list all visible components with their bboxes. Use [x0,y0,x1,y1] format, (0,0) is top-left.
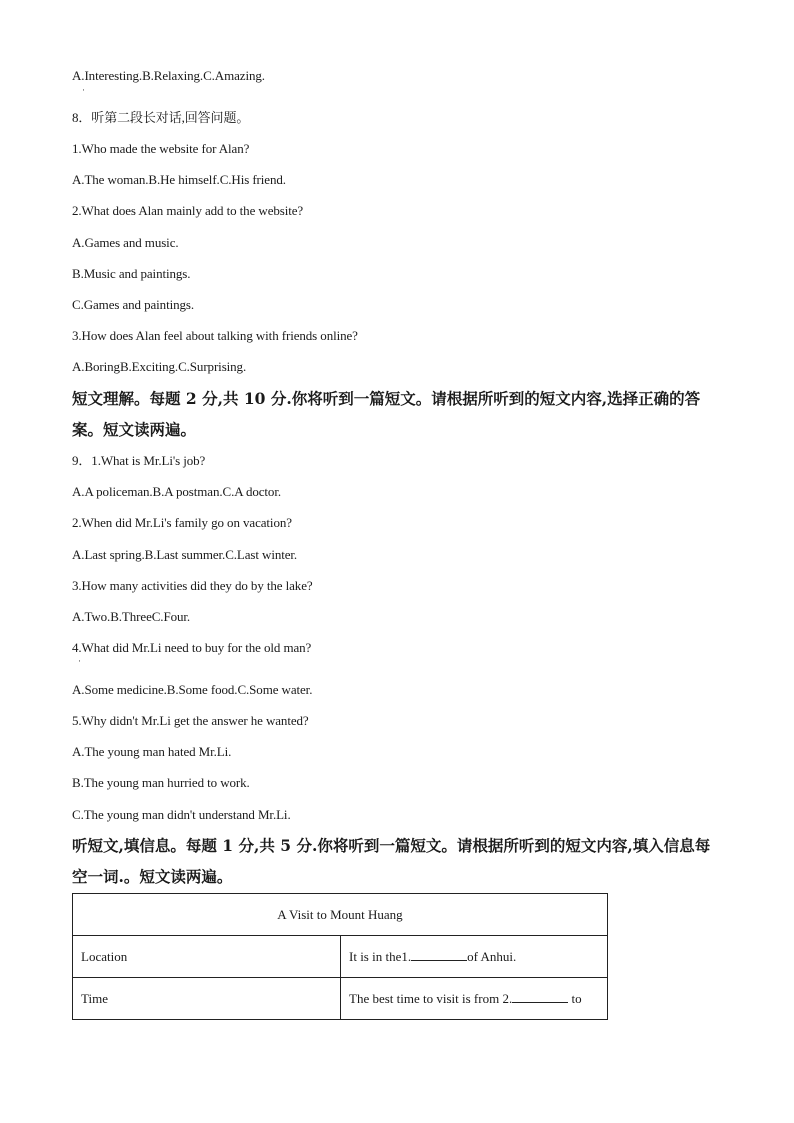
answer-option: A.The young man hated Mr.Li. [72,744,232,759]
row-value-text: of Anhui. [467,948,517,964]
row-label: Time [73,978,341,1020]
answer-options-line: A.Last spring.B.Last summer.C.Last winter. [72,547,298,562]
decorative-dot: · [82,85,85,95]
answer-options-line: A.A policeman.B.A postman.C.A doctor. [72,484,281,499]
question-text: 2.When did Mr.Li's family go on vacation? [72,515,292,530]
row-value [341,936,608,978]
question-text: 3.How many activities did they do by the lake? [72,578,313,593]
decorative-dot: · [78,656,81,666]
section-heading-short-passage: 短文理解。每题 2 分,共 10 分.你将听到一篇短文。请根据所听到的短文内容,选择正确的答案。短文读两遍。 [72,389,701,439]
section-8-title: 8．听第二段长对话,回答问题。 [72,110,250,125]
answer-options-line: A.Two.B.ThreeC.Four. [72,609,191,624]
table-title: A Visit to Mount Huang [73,894,608,936]
table-row [73,978,608,1020]
answer-option: C.The young man didn't understand Mr.Li. [72,807,291,822]
row-value [341,978,608,1020]
question-text: 1.Who made the website for Alan? [72,141,250,156]
answer-options-line: A.BoringB.Exciting.C.Surprising. [72,359,247,374]
answer-options-line: A.The woman.B.He himself.C.His friend. [72,172,286,187]
row-value-text: The best time to visit is from 2. [349,990,513,1006]
info-table [72,893,608,1020]
answer-options-line: A.Some medicine.B.Some food.C.Some water. [72,682,313,697]
question-text: 5.Why didn't Mr.Li get the answer he wanted? [72,713,309,728]
question-text: 4.What did Mr.Li need to buy for the old man? [72,640,312,655]
answer-option: B.The young man hurried to work. [72,775,250,790]
answer-option: B.Music and paintings. [72,266,191,281]
section-9-question: 9．1.What is Mr.Li's job? [72,453,206,468]
question-text: 2.What does Alan mainly add to the website? [72,203,304,218]
row-label: Location [73,936,341,978]
table-row [73,936,608,978]
answer-option: A.Games and music. [72,235,179,250]
row-value-text: to [568,990,582,1006]
row-value-text: It is in the1. [349,948,412,964]
question-text: 3.How does Alan feel about talking with friends online? [72,328,358,343]
answer-blank-1[interactable] [411,949,467,961]
answer-blank-2[interactable] [512,991,568,1003]
table-title-row [73,894,608,936]
answer-options-line: A.Interesting.B.Relaxing.C.Amazing. [72,68,265,83]
section-heading-fill-info: 听短文,填信息。每题 1 分,共 5 分.你将听到一篇短文。请根据所听到的短文内容,填入信息每空一词.。短文读两遍。 [72,836,711,886]
answer-option: C.Games and paintings. [72,297,195,312]
